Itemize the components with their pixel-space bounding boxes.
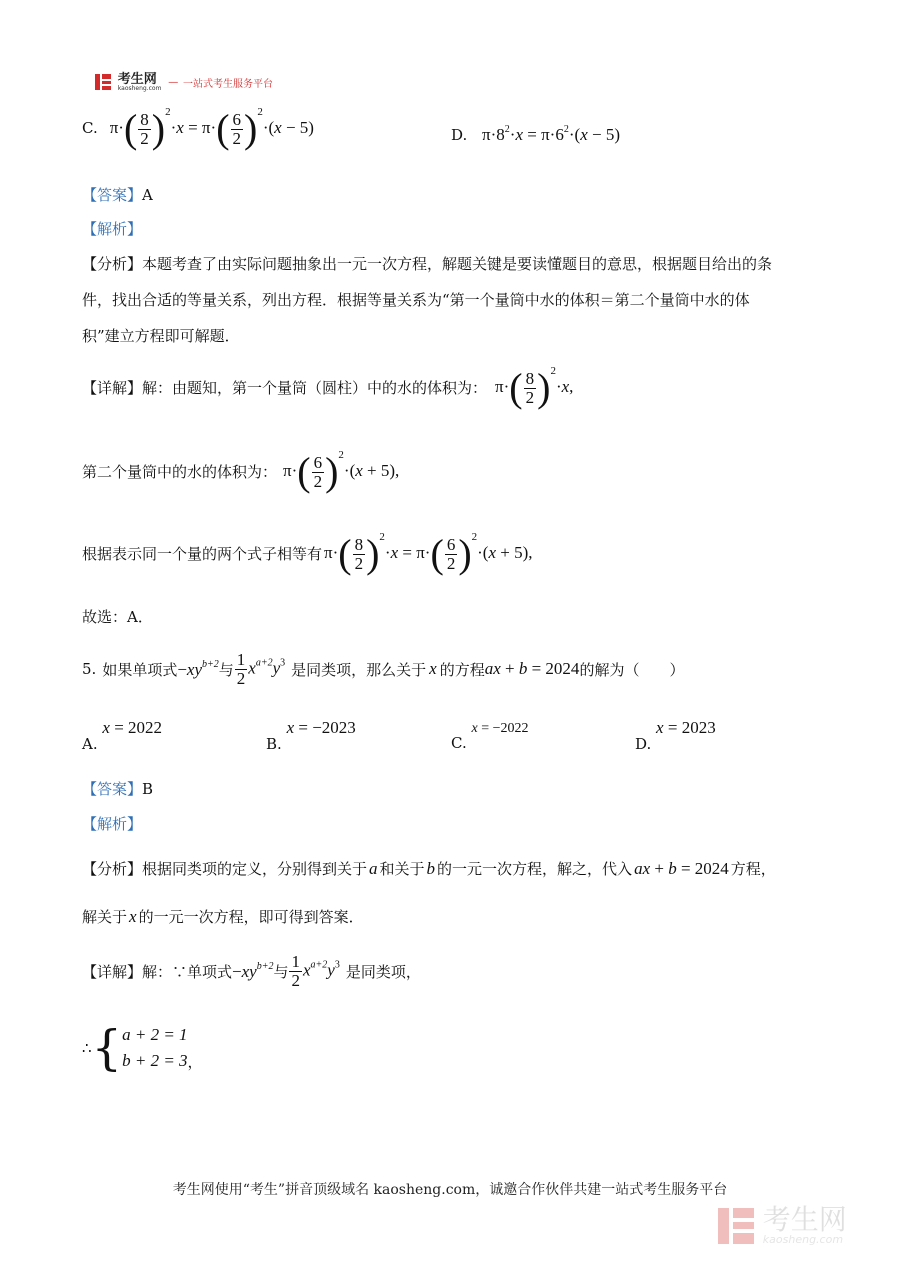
- footer-watermark: [718, 1203, 847, 1246]
- therefore-symbol: ∴: [82, 1039, 92, 1057]
- eq-2: b + 2 = 3: [122, 1051, 188, 1070]
- eq-1: a + 2 = 1: [122, 1025, 188, 1044]
- q5-number: 5.: [82, 660, 97, 678]
- option-label: D.: [451, 126, 468, 144]
- q5-detail-line1: 【详解】 解：∵单项式 $-xy^{b+2}$ 与 $\frac{1}{2}$ $x^{a+2}y^3$ 是同类项，: [82, 951, 421, 990]
- watermark-name: 考生网: [762, 1203, 847, 1236]
- fenxi-tag: 【分析】: [82, 255, 143, 273]
- fenxi-tag: 【分析】: [82, 860, 143, 878]
- q4-analysis-tag: 【解析】: [82, 220, 143, 238]
- q5-fenxi-line1: 【分析】根据同类项的定义，分别得到关于 a 和关于 b 的一元一次方程，解之，代入 ax + b = 2024 方程，: [82, 859, 776, 878]
- answer-tag: 【答案】: [82, 186, 143, 204]
- formula-equation: π·( $\frac{8}{2}$ )$^2$·x = π·( $\frac{6}{2}$ )$^2$·(x + 5),: [324, 531, 533, 577]
- q5-stem: 5. 如果单项式 $-xy^{b+2}$ 与 $\frac{1}{2}$ $x^{a+2}y^3$ 是同类项，那么关于 x 的方程 ax + b = 2024 的解为（ ）: [82, 649, 685, 688]
- monomial-1: $-xy^{b+2}$: [177, 658, 219, 679]
- q4-choice: 故选：A．: [82, 608, 153, 626]
- q4-detail-line1: 【详解】 解：由题知，第一个量筒（圆柱）中的水的体积为： π·( $\frac{8}{2}$ )$^2$·x,: [82, 365, 574, 411]
- q4-detail-line3: 根据表示同一个量的两个式子相等有 π·( $\frac{8}{2}$ )$^2$·x = π·( $\frac{6}{2}$ )$^2$·(x + 5),: [82, 531, 533, 577]
- q5-option-a: A. x = 2022: [82, 718, 163, 753]
- kaosheng-logo-icon: [95, 74, 111, 90]
- detail-tag: 【详解】: [82, 962, 143, 981]
- brace-icon: {: [91, 1020, 123, 1076]
- formula-volume-2: π·( $\frac{6}{2}$ )$^2$·(x + 5),: [283, 449, 400, 495]
- monomial-2: $\frac{1}{2}$ $x^{a+2}y^3$: [236, 649, 286, 688]
- header-tagline: 一站式考生服务平台: [183, 78, 274, 90]
- q5-option-d: D. x = 2023: [635, 718, 716, 753]
- q4-fenxi-line1: 【分析】本题考查了由实际问题抽象出一元一次方程，解题关键是要读懂题目的意思，根据题目给出的条: [82, 255, 773, 273]
- q5-option-c: C. x = −2022: [451, 721, 529, 752]
- watermark-domain: kaosheng.com: [762, 1233, 844, 1246]
- q4-option-d: [451, 124, 620, 145]
- q5-answer: [82, 778, 153, 799]
- q4-fenxi-line3: 积”建立方程即可解题．: [82, 327, 240, 345]
- option-label: C.: [82, 119, 98, 137]
- answer-value: B: [142, 780, 154, 798]
- formula-volume-1: π·( $\frac{8}{2}$ )$^2$·x,: [495, 365, 574, 411]
- q5-fenxi-line2: 解关于 x 的一元一次方程，即可得到答案．: [82, 907, 364, 926]
- header-logo: 考生网 kaosheng.com — 一站式考生服务平台: [95, 72, 273, 92]
- answer-tag: 【答案】: [82, 780, 143, 798]
- equation-system: ∴ { a + 2 = 1 b + 2 = 3 ，: [82, 1020, 203, 1076]
- logo-name: 考生网: [117, 71, 157, 87]
- q5-option-b: B. x = −2023: [266, 718, 356, 753]
- kaosheng-watermark-icon: [718, 1208, 754, 1244]
- equation-ax-b: ax + b = 2024: [484, 659, 580, 678]
- q4-fenxi-line2: 件，找出合适的等量关系，列出方程．根据等量关系为“第一个量筒中水的体积＝第二个量筒中水的体: [82, 291, 750, 309]
- q4-option-c: [82, 103, 314, 153]
- formula-c: π·( $\frac{8}{2}$ )$^2$·x = π·( $\frac{6}{2}$ )$^2$·(x − 5): [109, 106, 314, 152]
- formula-d: $\pi\cdot 8^2\cdot x = \pi\cdot 6^2\cdot(x - 5)$: [482, 124, 620, 144]
- q4-answer: [82, 184, 153, 205]
- logo-domain: kaosheng.com: [117, 84, 162, 92]
- q4-detail-line2: 第二个量筒中的水的体积为： π·( $\frac{6}{2}$ )$^2$·(x + 5),: [82, 449, 400, 495]
- answer-value: A: [142, 186, 153, 204]
- footer-text: 考生网使用“考生”拼音顶级域名 kaosheng.com，诚邀合作伙伴共建一站式考生服务平台: [172, 1182, 728, 1198]
- q5-analysis-tag: 【解析】: [82, 815, 143, 833]
- detail-tag: 【详解】: [82, 378, 143, 397]
